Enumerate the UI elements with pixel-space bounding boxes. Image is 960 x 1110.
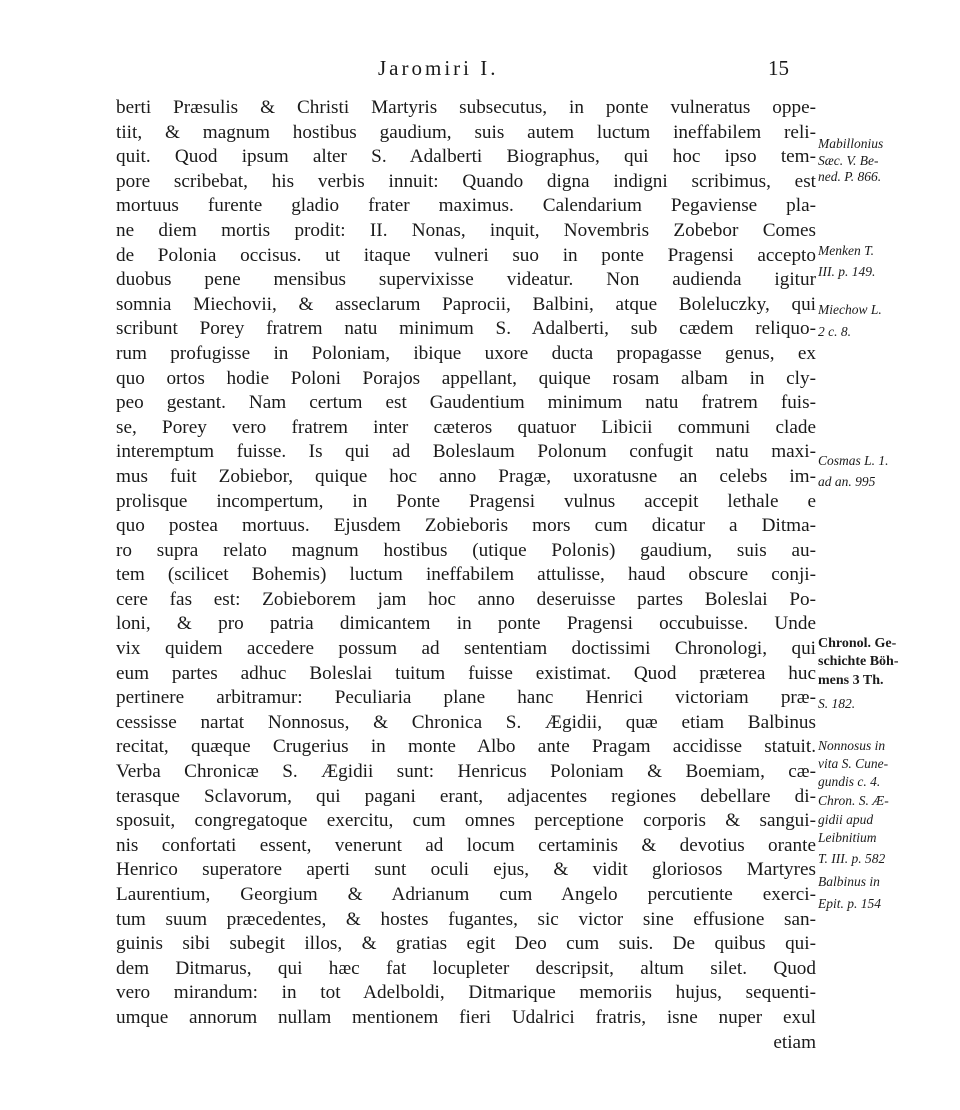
text-line: Laurentium, Georgium & Adrianum cum Angelo percutiente exerci- xyxy=(116,884,816,905)
text-line: pertinere arbitramur: Peculiaria plane hanc Henrici victoriam præ- xyxy=(116,687,816,709)
margin-note: Sæc. V. Be- xyxy=(818,153,879,168)
text-line: dem Ditmarus, qui hæc fat locupleter descripsit, altum silet. Quod xyxy=(116,957,816,979)
margin-note: 2 c. 8. xyxy=(818,324,851,339)
text-line: tum suum præcedentes, & hostes fugantes, sic victor sine effusione san- xyxy=(116,908,816,930)
text-line: umque annorum nullam mentionem fieri Udalrici fratris, isne nuper exul xyxy=(116,1006,816,1028)
text-line: de Polonia occisus. ut itaque vulneri suo in ponte Pragensi accepto xyxy=(116,244,816,266)
margin-note: Menken T. xyxy=(818,243,874,258)
text-line: peo gestant. Nam certum est Gaudentium minimum natu fratrem fuis- xyxy=(116,392,816,414)
margin-note: mens 3 Th. xyxy=(818,673,884,688)
text-line: eum partes adhuc Boleslai tuitum fuisse existimat. Quod præterea huc xyxy=(116,662,816,684)
margin-note: vita S. Cune- xyxy=(818,756,889,771)
text-line: prolisque incompertum, in Ponte Pragensi vulnus accepit lethale e xyxy=(116,490,816,512)
margin-note: III. p. 149. xyxy=(818,264,876,279)
text-line: Verba Chronicæ S. Ægidii sunt: Henricus Poloniam & Boemiam, cæ- xyxy=(116,761,816,783)
text-line: rum profugisse in Poloniam, ibique uxore ducta propagasse genus, ex xyxy=(116,342,816,364)
text-line: se, Porey vero fratrem inter cæteros quatuor Libicii communi clade xyxy=(116,416,816,438)
text-line: berti Præsulis & Christi Martyris subsecutus, in ponte vulneratus oppe- xyxy=(116,97,816,118)
text-line: recitat, quæque Crugerius in monte Albo ante Pragam accidisse statuit. xyxy=(116,736,816,758)
margin-note: ned. P. 866. xyxy=(818,169,882,184)
catchword: etiam xyxy=(773,1031,816,1053)
text-line: Henrico superatore aperti sunt oculi ejus, & vidit gloriosos Martyres xyxy=(116,859,816,881)
running-title: Jaromiri I. xyxy=(378,56,499,80)
margin-note: Mabillonius xyxy=(818,136,884,151)
text-line: guinis sibi subegit illos, & gratias egit Deo cum suis. De quibus qui- xyxy=(116,933,816,955)
page-number: 15 xyxy=(768,56,789,80)
text-line: cessisse nartat Nonnosus, & Chronica S. Ægidii, quæ etiam Balbinus xyxy=(116,711,816,733)
margin-note: Miechow L. xyxy=(818,302,882,317)
text-line: terasque Sclavorum, qui pagani erant, adjacentes regiones debellare di- xyxy=(116,785,816,807)
text-line: quit. Quod ipsum alter S. Adalberti Biographus, qui hoc ipso tem- xyxy=(116,146,816,168)
text-line: nis confortati essent, venerunt ad locum certaminis & devotius orante xyxy=(116,834,816,856)
margin-note: schichte Böh- xyxy=(818,654,899,669)
body-text xyxy=(116,96,816,1055)
margin-note: Epit. p. 154 xyxy=(818,896,881,911)
text-line: tiit, & magnum hostibus gaudium, suis autem luctum ineffabilem reli- xyxy=(116,121,816,143)
margin-note: Leibnitium xyxy=(818,830,877,845)
margin-note: gundis c. 4. xyxy=(818,774,881,789)
text-line: cere fas est: Zobieborem jam hoc anno deseruisse partes Boleslai Po- xyxy=(116,588,816,610)
text-line: ne diem mortis prodit: II. Nonas, inquit, Novembris Zobebor Comes xyxy=(116,219,816,241)
text-line: tem (scilicet Bohemis) luctum ineffabilem attulisse, haud obscure conji- xyxy=(116,564,816,586)
text-line: vero mirandum: in tot Adelboldi, Ditmarique memoriis hujus, sequenti- xyxy=(116,982,816,1004)
text-line: loni, & pro patria dimicantem in ponte Pragensi occubuisse. Unde xyxy=(116,613,816,635)
text-line: pore scribebat, his verbis innuit: Quando digna indigni scribimus, est xyxy=(116,170,816,192)
margin-note: S. 182. xyxy=(818,696,856,711)
margin-note: Chronol. Ge- xyxy=(818,636,897,651)
text-line: mus fuit Zobiebor, quique hoc anno Pragæ, uxoratusne an celebs im- xyxy=(116,465,816,487)
text-line: quo ortos hodie Poloni Porajos appellant, quique rosam albam in cly- xyxy=(116,367,816,389)
margin-note: ad an. 995 xyxy=(818,474,876,489)
text-line: somnia Miechovii, & asseclarum Paprocii, Balbini, atque Boleluczky, qui xyxy=(116,293,816,315)
text-line: mortuus furente gladio frater maximus. Calendarium Pegaviense pla- xyxy=(116,195,816,217)
text-line: vix quidem accedere possum ad sententiam doctissimi Chronologi, qui xyxy=(116,638,816,660)
margin-note: T. III. p. 582 xyxy=(818,851,886,866)
text-line: quo postea mortuus. Ejusdem Zobieboris mors cum dicatur a Ditma- xyxy=(116,515,816,537)
text-line: scribunt Porey fratrem natu minimum S. Adalberti, sub cædem reliquo- xyxy=(116,318,816,340)
text-line: duobus pene mensibus supervixisse videatur. Non audienda igitur xyxy=(116,269,816,291)
margin-note: gidii apud xyxy=(818,812,874,827)
margin-note: Balbinus in xyxy=(818,874,880,889)
margin-note: Nonnosus in xyxy=(818,738,886,753)
text-line: interemptum fuisse. Is qui ad Boleslaum Polonum confugit natu maxi- xyxy=(116,441,816,463)
text-line: ro supra relato magnum hostibus (utique Polonis) gaudium, suis au- xyxy=(116,539,816,561)
page-header xyxy=(0,56,960,86)
margin-note: Chron. S. Æ- xyxy=(818,793,889,808)
margin-note: Cosmas L. 1. xyxy=(818,453,889,468)
text-line: sposuit, congregatoque exercitu, cum omnes perceptione corporis & sangui- xyxy=(116,810,816,832)
